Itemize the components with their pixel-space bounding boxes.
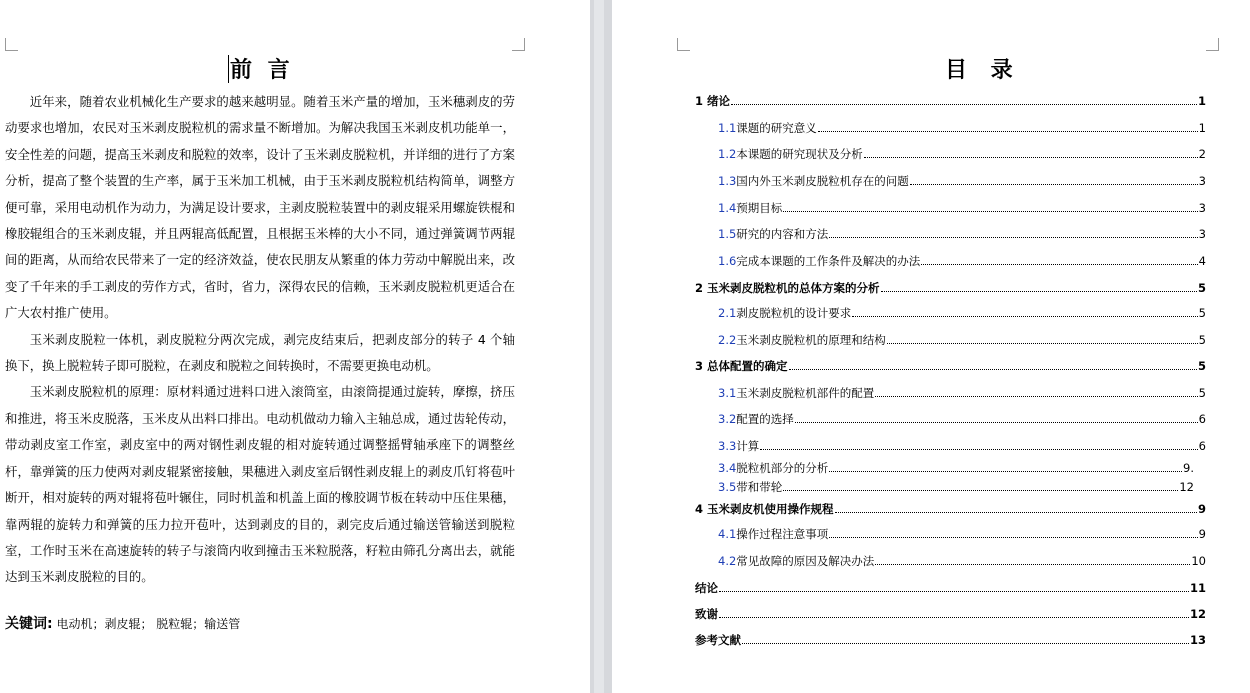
toc-leader-dots	[875, 564, 1190, 565]
toc-entry-number: 4	[695, 502, 704, 516]
toc-entry-title: 绪论	[707, 94, 731, 108]
toc-entry-title: 带和带轮	[736, 480, 783, 494]
toc-entry-page: 6	[1198, 412, 1206, 426]
toc-entry-page: 9	[1198, 527, 1206, 541]
toc-entry-title: 玉米剥皮机使用操作规程	[707, 502, 834, 516]
toc-entry-number: 3.3	[718, 439, 737, 453]
toc-leader-dots	[719, 591, 1189, 592]
toc-entry[interactable]	[718, 480, 1194, 494]
paragraph: 近年来，随着农业机械化生产要求的越来越明显。随着玉米产量的增加，玉米穗剥皮的劳动要求也增加，农民对玉米剥皮脱粒机的需求量不断增加。为解决我国玉米剥皮机功能单一，安全性差的问题，提高玉米剥皮和脱粒的效率，设计了玉米剥皮脱粒机，并详细的进行了方案分析，提高了整个装置的生产率，属于玉米加工机械，由于玉米剥皮脱粒机结构简单，调整方便可靠，采用电动机作为动力，为满足设计要求，主剥皮脱粒装置中的剥皮辊采用螺旋铁棍和橡胶辊组合的玉米剥皮辊，并且两辊高低配置，且根据玉米棒的大小不同，通过弹簧调节两辊间的距离，从而给农民带来了一定的经济效益，使农民朋友从繁重的体力劳动中解脱出来，改变了千年来的手工剥皮的劳作方式，省时，省力，深得农民的信赖，玉米剥皮脱粒机更适合在广大农村推广使用。	[5, 94, 515, 321]
toc-leader-dots	[852, 316, 1197, 317]
paragraph: 玉米剥皮脱粒一体机，剥皮脱粒分两次完成，剥完皮结束后，把剥皮部分的转子 4 个轴换下，换上脱粒转子即可脱粒，在剥皮和脱粒之间转换时，不需要更换电动机。	[5, 331, 515, 374]
toc-entry[interactable]	[718, 527, 1206, 541]
toc-entry-title: 计算	[736, 439, 760, 453]
toc-entry-number: 3.2	[718, 412, 737, 426]
toc-entry-page: 5	[1198, 306, 1206, 320]
toc-entry-title: 常见故障的原因及解决办法	[736, 554, 875, 568]
toc-entry-page: 12	[1179, 480, 1194, 494]
preface-title: 前 言	[230, 57, 294, 83]
toc-entry-number: 1.6	[718, 254, 737, 268]
toc-entry[interactable]	[718, 554, 1206, 568]
toc-entry-title: 玉米剥皮脱粒机部件的配置	[736, 386, 875, 400]
toc-leader-dots	[829, 237, 1197, 238]
keywords-value: 电动机；剥皮辊； 脱粒辊；输送管	[56, 616, 241, 631]
toc-entry[interactable]	[718, 333, 1206, 347]
toc-leader-dots	[742, 643, 1189, 644]
toc-entry-number: 2	[695, 281, 704, 295]
keywords-label: 关键词:	[5, 615, 53, 632]
toc-entry-title: 配置的选择	[736, 412, 794, 426]
toc-leader-dots	[829, 537, 1197, 538]
toc-entry[interactable]	[695, 359, 1206, 373]
toc-entry[interactable]	[718, 147, 1206, 161]
toc-entry-number: 3	[695, 359, 704, 373]
toc-entry-title: 参考文献	[695, 633, 741, 647]
page-separator	[590, 0, 612, 693]
toc-entry[interactable]	[718, 174, 1206, 188]
toc-page	[612, 0, 1250, 693]
toc-leader-dots	[818, 131, 1198, 132]
toc-entry[interactable]	[718, 412, 1206, 426]
paragraph: 玉米剥皮脱粒机的原理：原材料通过进料口进入滚筒室，由滚筒提通过旋转，摩擦，挤压和推进，将玉米皮脱落，玉米皮从出料口排出。电动机做动力输入主轴总成，通过齿轮传动，带动剥皮室工作室，剥皮室中的两对钢性剥皮辊的相对旋转通过调整摇臂轴承座下的调整丝杆，靠弹簧的压力使两对剥皮辊紧密接触，果穗进入剥皮室后钢性剥皮辊上的剥皮爪钉将苞叶断开，相对旋转的两对辊将苞叶辗住，同时机盖和机盖上面的橡胶调节板在转动中压住果穗，靠两辊的旋转力和弹簧的压力拉开苞叶，达到剥皮的目的，剥完皮后通过输送管输送到脱粒室，工作时玉米在高速旋转的转子与滚筒内收到撞击玉米粒脱落，籽粒由筛孔分离出去，就能达到玉米剥皮脱粒的目的。	[5, 384, 515, 585]
toc-entry-number: 4.2	[718, 554, 737, 568]
toc-entry[interactable]	[718, 201, 1206, 215]
toc-entry-title: 预期目标	[736, 201, 783, 215]
corner-mark	[677, 38, 690, 51]
toc-leader-dots	[864, 157, 1198, 158]
toc-leader-dots	[795, 422, 1198, 423]
toc-entry-page: 9	[1197, 502, 1206, 516]
toc-entry-number: 1.1	[718, 121, 737, 135]
keywords	[5, 613, 515, 635]
toc-entry[interactable]	[718, 439, 1206, 453]
toc-entry-number: 4.1	[718, 527, 737, 541]
toc-entry-page: 5	[1198, 333, 1206, 347]
toc-entry-title: 本课题的研究现状及分析	[736, 147, 863, 161]
toc-entry-page: 5	[1198, 386, 1206, 400]
toc-entry-page: 2	[1198, 147, 1206, 161]
toc-entry-page: 1	[1198, 121, 1206, 135]
toc-entry[interactable]	[695, 94, 1206, 108]
toc-entry-title: 玉米剥皮脱粒机的原理和结构	[736, 333, 886, 347]
text-cursor	[228, 55, 229, 83]
toc-leader-dots	[921, 264, 1197, 265]
toc-entry-number: 3.1	[718, 386, 737, 400]
toc-entry-number: 1.4	[718, 201, 737, 215]
toc-entry-page: 3	[1198, 201, 1206, 215]
toc-leader-dots	[910, 184, 1198, 185]
toc-entry[interactable]	[718, 306, 1206, 320]
toc-entry-page: 6	[1198, 439, 1206, 453]
toc-entry-title: 课题的研究意义	[736, 121, 817, 135]
toc-entry[interactable]	[718, 254, 1206, 268]
corner-mark	[5, 38, 18, 51]
toc-entry-title: 完成本课题的工作条件及解决的办法	[736, 254, 921, 268]
toc-entry-page: 12	[1189, 607, 1206, 621]
toc-entry-page: 10	[1191, 554, 1206, 568]
toc-entry-number: 3.5	[718, 480, 737, 494]
toc-leader-dots	[881, 291, 1197, 292]
toc-entry-page: 3	[1198, 227, 1206, 241]
toc-leader-dots	[760, 449, 1197, 450]
preface-body[interactable]	[5, 89, 515, 635]
toc-entry-title: 研究的内容和方法	[736, 227, 829, 241]
toc-entry[interactable]	[695, 502, 1206, 516]
toc-entry-title: 致谢	[695, 607, 718, 621]
toc-leader-dots	[835, 512, 1197, 513]
toc-entry-number: 2.2	[718, 333, 737, 347]
toc-leader-dots	[789, 369, 1197, 370]
toc-entry-page: 5	[1197, 359, 1206, 373]
toc-entry[interactable]	[695, 607, 1206, 621]
toc-title: 目 录	[945, 57, 1021, 83]
toc-entry-title: 玉米剥皮脱粒机的总体方案的分析	[707, 281, 880, 295]
toc-entry-number: 1.5	[718, 227, 737, 241]
toc-entry-page: 4	[1198, 254, 1206, 268]
toc-leader-dots	[783, 490, 1178, 491]
toc-entry[interactable]	[718, 121, 1206, 135]
toc-entry-number: 3.4	[718, 461, 737, 475]
toc-entry-title: 总体配置的确定	[707, 359, 788, 373]
toc-leader-dots	[783, 211, 1197, 212]
toc-entry-page: 13	[1189, 633, 1206, 647]
toc-entry-title: 国内外玉米剥皮脱粒机存在的问题	[736, 174, 909, 188]
toc-entry[interactable]	[695, 633, 1206, 647]
toc-entry-title: 脱粒机部分的分析	[736, 461, 829, 475]
toc-entry[interactable]	[718, 461, 1194, 475]
toc-entry[interactable]	[718, 386, 1206, 400]
toc-entry-number: 1.2	[718, 147, 737, 161]
toc-entry[interactable]	[695, 281, 1206, 295]
toc-entry-page: 1	[1197, 94, 1206, 108]
toc-entry-page: 11	[1189, 581, 1206, 595]
preface-page	[0, 0, 590, 693]
toc-entry-number: 2.1	[718, 306, 737, 320]
toc-leader-dots	[875, 396, 1197, 397]
toc-leader-dots	[887, 343, 1198, 344]
toc-entry-page: 3	[1198, 174, 1206, 188]
toc-leader-dots	[719, 617, 1189, 618]
toc-entry-title: 结论	[695, 581, 718, 595]
toc-entry-page: 9.	[1183, 461, 1194, 475]
toc-entry[interactable]	[695, 581, 1206, 595]
toc-entry-page: 5	[1197, 281, 1206, 295]
toc-entry[interactable]	[718, 227, 1206, 241]
toc-leader-dots	[731, 104, 1197, 105]
toc-entry-number: 1	[695, 94, 704, 108]
toc-entry-number: 1.3	[718, 174, 737, 188]
toc-entry-title: 操作过程注意事项	[736, 527, 829, 541]
corner-mark	[1206, 38, 1219, 51]
corner-mark	[512, 38, 525, 51]
toc-entry-title: 剥皮脱粒机的设计要求	[736, 306, 852, 320]
toc-leader-dots	[829, 471, 1182, 472]
